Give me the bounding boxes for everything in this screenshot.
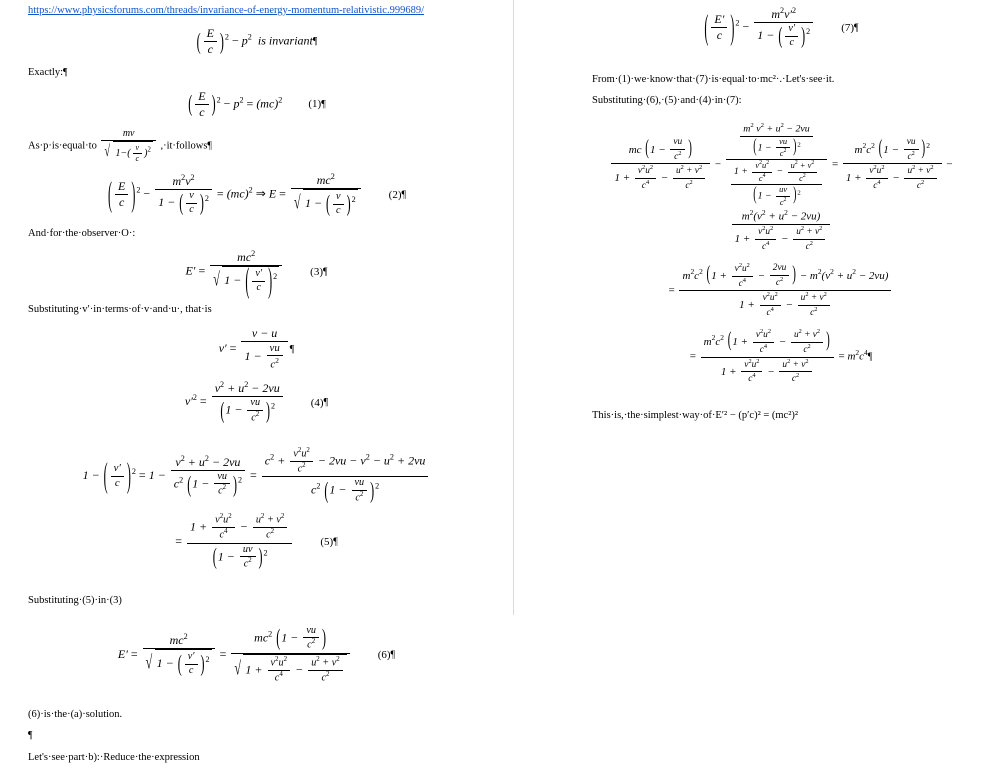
equation-5-line1: 1 − ( $\frac{v'}{c}$ )$^2$ = 1 − $v^2 + u^2 - 2vu$ $c^2$ (1 − $\frac{vu}{c^2}$ )$^2$ = $c^2$ + $\frac{v^2u^2}{c^2}$ − $2vu - v^2 - u^2 + 2vu$ $c^2$ (1 − $\frac{vu}{c^2}$ )$^2$ — [28, 447, 485, 505]
forum-link[interactable]: https://www.physicsforums.com/threads/invariance-of-energy-momentum-relativistic.999689/ — [28, 5, 424, 16]
text-part-b: Let's·see·part·b):·Reduce·the·expression — [28, 751, 200, 763]
text-from-1-we-know: From·(1)·we·know·that·(7)·is·equal·to·mc²·.·Let's·see·it. — [592, 73, 835, 85]
equation-4-tag: (4) — [310, 396, 324, 409]
pilcrow-mark: ¶ — [312, 36, 318, 48]
equation-big-line3: = $m^2c^2$ (1 + $\frac{v^2u^2}{c^4}$ − $\frac{u^2 + v^2}{c^2}$ ) 1 + $\frac{v^2u^2}{c^4}$ − $\frac{u^2 + v^2}{c^2}$ = $m^2c^4\P$ — [689, 327, 873, 385]
equation-3-tag: (3) — [310, 265, 323, 278]
text-as-p-is-equal: As·p·is·equal·to mv √ 1−( $\frac{v}{c}$ )$^2$ ,·it·follows¶ — [28, 127, 212, 164]
equation-invariant: ( $\frac{E}{c}$ )$^2 - p^2$ is invariant¶ — [196, 26, 318, 57]
equation-1: ( $\frac{E}{c}$ )$^2 - p^2 = (mc)^2$ (1)¶ — [188, 88, 326, 119]
text-substituting-5-in-3: Substituting·(5)·in·(3) — [28, 595, 122, 607]
equation-2-tag: (2) — [388, 188, 402, 201]
text-simplest-way: This·is,·the·simplest·way·of·E′² − (p′c)² = (mc²)² — [592, 410, 799, 422]
equation-2: ( $\frac{E}{c}$ )$^2$ − $m^2v^2$ 1 − ( $\frac{v}{c}$ )$^2$ = (mc)$^2$ ⇒ E = $mc^2$ √ 1 − ( $\frac{v}{c}$ )$^2$ (2)¶ — [107, 172, 407, 218]
equation-vprime: v′ = v − u 1 − $\frac{vu}{c^2}$ ¶ — [218, 325, 295, 371]
text-substituting-6-5-4-in-7: Substituting·(6),·(5)·and·(4)·in·(7): — [592, 94, 742, 106]
equation-7-tag: (7) — [841, 21, 855, 34]
text-exactly: Exactly:¶ — [28, 67, 68, 79]
equation-6-tag: (6) — [377, 648, 391, 661]
equation-4: $v'^2$ = $v^2 + u^2 - 2vu$ (1 − $\frac{vu}{c^2}$ )$^2$ (4)¶ — [184, 380, 329, 424]
equation-7: ( $\frac{E'}{c}$ )$^2$ − $m^2v'^2$ 1 − ( $\frac{v'}{c}$ )$^2$ (7)¶ — [704, 6, 859, 49]
equation-5-tag: (5) — [320, 536, 334, 549]
equation-6: E′ = $mc^2$ √ 1 − ( $\frac{v'}{c}$ )$^2$ = $mc^2$ (1 − $\frac{vu}{c^2}$ ) √ 1 + $\frac{v^2u^2}{c^4}$ − $\frac{u^2 + v^2}{c^2}$ (6)¶ — [117, 624, 396, 684]
equation-big-line2: = $m^2c^2$ (1 + $\frac{v^2u^2}{c^4}$ − $\frac{2vu}{c^2}$ ) − $m^2(v^2 + u^2 - 2vu)$ 1 + $\frac{v^2u^2}{c^4}$ − $\frac{u^2 + v^2}{c^2}$ — [592, 262, 970, 320]
text-observer-o: And·for·the·observer·O·: — [28, 227, 136, 239]
text-blank-line: ¶ — [28, 730, 33, 742]
text-6-is-solution: (6)·is·the·(a)·solution. — [28, 708, 123, 720]
equation-3: E′ = $mc^2$ √ 1 − ( $\frac{v'}{c}$ )$^2$ (3)¶ — [185, 248, 328, 301]
text-substituting-v: Substituting·v′·in·terms·of·v·and·u·, that·is — [28, 304, 212, 316]
equation-5-line2: = 1 + $\frac{v^2u^2}{c^4}$ − $\frac{u^2 + v^2}{c^2}$ (1 − $\frac{uv}{c^2}$ )$^2$ (5)¶ — [175, 513, 338, 571]
right-column — [514, 0, 1000, 427]
equation-1-tag: (1) — [308, 98, 322, 111]
equation-big-line1: mc (1 − $\frac{vu}{c^2}$ ) 1 + $\frac{v^2u^2}{c^4}$ − $\frac{u^2 + v^2}{c^2}$ − $m^2$ $v^2 + u^2 - 2vu$ (1 − $\frac{vu}{c^2}$ )$^2$ 1 + $\frac{v^2u^2}{c^4}$ − $\frac{u^2 + v^2}{c^2}$ (1 − $\frac{uv}{c^2}$ )$^2$ = $m^2c^2$ (1 − $\frac{vu}{c^2}$ )$^2$ 1 + $\frac{v^2u^2}{c^4}$ − $\frac{u^2 + v^2}{c^2}$ − $m^2(v^2 + u^2 - 2vu)$ 1 + $\frac{v^2u^2}{c^4}$ − $\frac{u^2 + v^2}{c^2}$ — [592, 122, 970, 254]
